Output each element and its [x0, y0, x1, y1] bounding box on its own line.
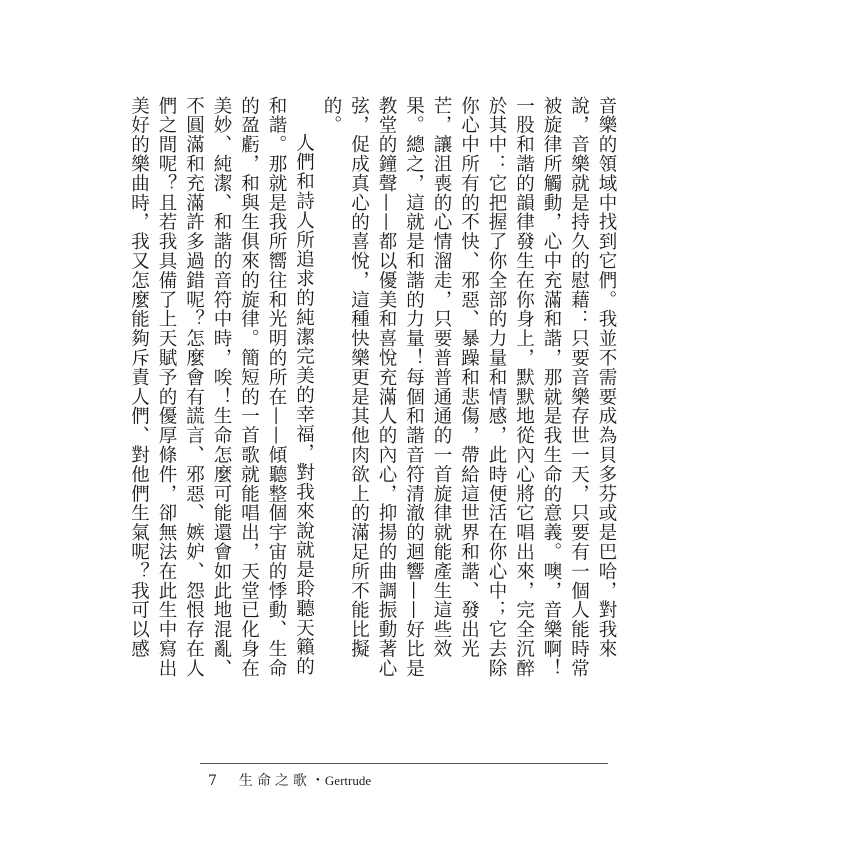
page-number: 7 — [208, 773, 217, 789]
paragraph-1: 音樂的領域中找到它們。我並不需要成為貝多芬或是巴哈，對我來說，音樂就是持久的慰藉：只要音樂存世一天，只要有一個人能時常被旋律所觸動，心中充滿和諧，那就是我生命的意義。噢，音樂啊！一股和諧的韻律發生在你身上，默默地從內心將它唱出來，完全沉醉於其中：它把握了你全部的力量和情感，此時便活在你心中；它去除你心中所有的不快、邪惡、暴躁和悲傷，帶給這世界和諧、發出光芒，讓沮喪的心情溜走，只要普普通通的一首旋律就能產生這些效果。總之，這就是和諧的力量！每個和諧音符清澈的迴響——好比是教堂的鐘聲——都以優美和喜悅充滿人的內心，抑揚的曲調振動著心弦，促成真心的喜悅，這種快樂更是其他肉欲上的滿足所不能比擬的。 — [321, 96, 617, 678]
page-footer — [208, 770, 371, 790]
footer-divider — [200, 763, 608, 764]
vertical-text-body — [128, 96, 620, 686]
book-subtitle: Gertrude — [324, 773, 372, 788]
book-title: 生命之歌 — [238, 773, 311, 789]
title-separator: ・ — [310, 773, 325, 789]
paragraph-2: 人們和詩人所追求的純潔完美的幸福，對我來說就是聆聽天籟的和諧。那就是我所嚮往和光明的所在——傾聽整個宇宙的悸動、生命的盈虧，和與生俱來的旋律。簡短的一首歌就能唱出，天堂已化身在美妙、純潔、和諧的音符中時，唉！生命怎麼可能還會如此地混亂、不圓滿和充滿許多過錯呢？怎麼會有謊言、邪惡、嫉妒、怨恨存在人們之間呢？且若我具備了上天賦予的優厚條件，卻無法在此生中寫出美好的樂曲時，我又怎麼能夠斥責人們、對他們生氣呢？我可以感 — [128, 96, 315, 678]
